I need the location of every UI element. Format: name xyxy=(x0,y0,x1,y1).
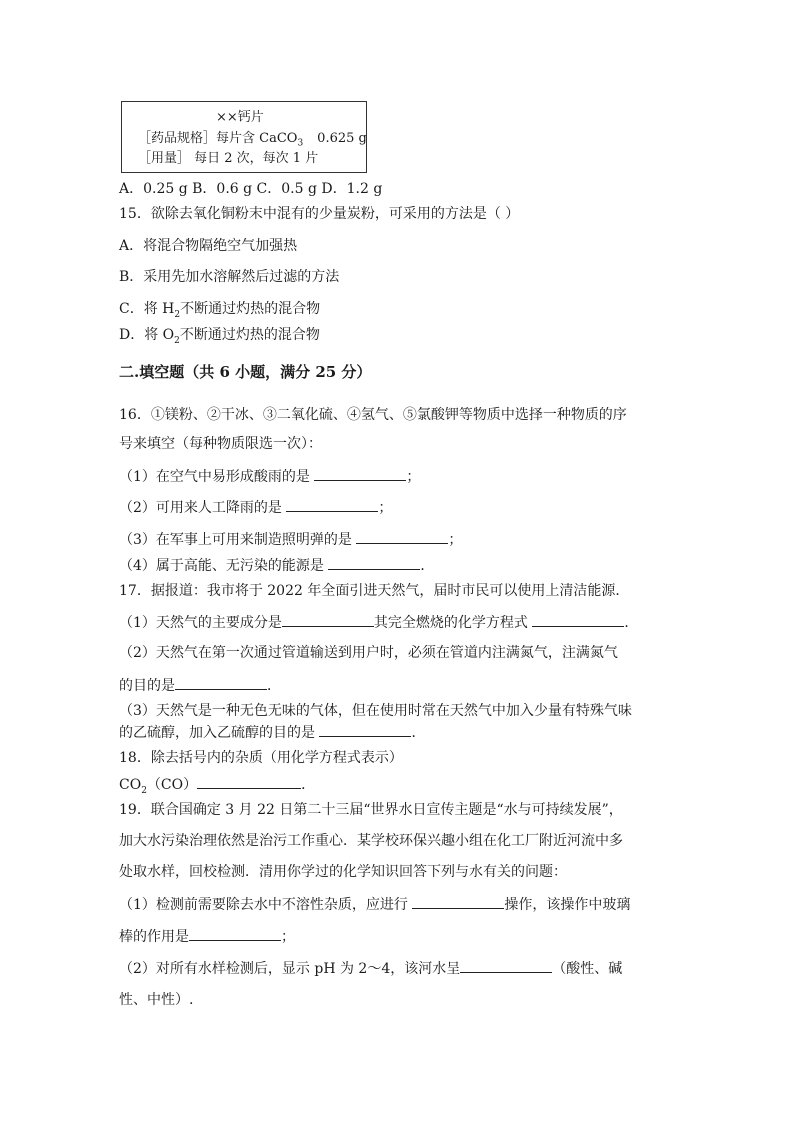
q17-stem: 17．据报道：我市将于 2022 年全面引进天然气，届时市民可以使用上清洁能源． xyxy=(119,583,630,599)
q17-part-3b xyxy=(119,722,425,743)
q17-p1-end: ． xyxy=(624,615,639,631)
q15-d-sub: 2 xyxy=(174,335,180,346)
q16-p1-text: （1）在空气中易形成酸雨的是 xyxy=(119,469,310,485)
q17-p3b: 的乙硫醇，加入乙硫醇的目的是 xyxy=(119,725,315,741)
q19-p1a: （1）检测前需要除去水中不溶性杂质，应进行 xyxy=(119,897,408,913)
q19-stem-1: 19．联合国确定 3 月 22 日第二十三届“世界水日宣传主题是“水与可持续发展”， xyxy=(119,802,623,818)
answer-blank[interactable] xyxy=(286,497,378,512)
q19-part-1a xyxy=(119,894,630,915)
label-spec-text: ［药品规格］每片含 CaCO xyxy=(138,131,298,146)
q15-c-sub: 2 xyxy=(174,309,181,320)
q17-part-3a: （3）天然气是一种无色无味的气体，但在使用时常在天然气中加入少量有特殊气味 xyxy=(119,703,632,719)
q15-stem: 15．欲除去氧化铜粉末中混有的少量炭粉，可采用的方法是（ ） xyxy=(119,206,520,222)
q19-p1c: 棒的作用是 xyxy=(119,929,189,945)
q17-part-2b xyxy=(119,675,281,696)
q18-answer-line xyxy=(119,774,315,795)
q17-p2-end: ． xyxy=(267,678,281,694)
q16-part-1 xyxy=(119,466,420,487)
answer-blank[interactable] xyxy=(328,555,420,570)
answer-blank[interactable] xyxy=(532,612,624,627)
answer-blank[interactable] xyxy=(356,529,448,544)
answer-blank[interactable] xyxy=(282,612,374,627)
q16-p3-text: （3）在军事上可用来制造照明弹的是 xyxy=(119,532,352,548)
answer-blank[interactable] xyxy=(314,466,406,481)
q16-p3-end: ； xyxy=(448,532,463,548)
q17-p1a: （1）天然气的主要成分是 xyxy=(119,615,282,631)
q15-c-post: 不断通过灼热的混合物 xyxy=(180,301,321,317)
q18-co2-sub: 2 xyxy=(141,785,147,796)
q15-option-d xyxy=(119,325,320,345)
section2-title: 二.填空题（共 6 小题，满分 25 分） xyxy=(119,363,372,381)
q16-part-4 xyxy=(119,555,434,576)
q17-part-1 xyxy=(119,612,638,633)
q15-d-post: 不断通过灼热的混合物 xyxy=(179,327,320,343)
q16-p4-text: （4）属于高能、无污染的能源是 xyxy=(119,558,324,574)
q15-option-b: B．采用先加水溶解然后过滤的方法 xyxy=(119,269,340,285)
label-dosage: ［用量］ 每日 2 次，每次 1 片 xyxy=(138,151,319,166)
q19-part-2a xyxy=(119,958,622,979)
q17-p1b: 其完全燃烧的化学方程式 xyxy=(373,615,528,631)
q19-p2a: （2）对所有水样检测后，显示 pH 为 2～4，该河水呈 xyxy=(119,961,461,977)
q15-c-pre: C．将 H xyxy=(119,301,175,317)
q16-p1-end: ； xyxy=(406,469,421,485)
q16-stem-1: 16．①镁粉、②干冰、③二氧化硫、④氢气、⑤氯酸钾等物质中选择一种物质的序 xyxy=(119,407,627,423)
q16-stem-2: 号来填空（每种物质限选一次）： xyxy=(119,436,322,452)
q16-p2-text: （2）可用来人工降雨的是 xyxy=(119,500,282,516)
q19-part-1b xyxy=(119,926,295,947)
label-spec-sub: 3 xyxy=(297,138,304,149)
q17-p3-end: ． xyxy=(411,725,426,741)
q19-p1b: 操作，该操作中玻璃 xyxy=(504,897,631,913)
q15-d-pre: D．将 O xyxy=(119,327,175,343)
q14-options: A．0.25 g B．0.6 g C．0.5 g D．1.2 g xyxy=(119,181,383,197)
q19-p1-end: ； xyxy=(281,929,295,945)
product-label-box xyxy=(121,101,367,173)
q16-part-3 xyxy=(119,529,462,550)
q17-part-2a: （2）天然气在第一次通过管道输送到用户时，必须在管道内注满氮气，注满氮气 xyxy=(119,645,618,661)
answer-blank[interactable] xyxy=(189,926,281,941)
q17-p2b: 的目的是 xyxy=(119,678,175,694)
q18-co: （CO） xyxy=(146,777,198,793)
q18-co2: CO xyxy=(119,777,142,793)
label-spec xyxy=(138,130,367,148)
q18-end: ． xyxy=(301,777,316,793)
q15-option-a: A．将混合物隔绝空气加强热 xyxy=(119,238,298,254)
q18-stem: 18．除去括号内的杂质（用化学方程式表示） xyxy=(119,750,403,766)
answer-blank[interactable] xyxy=(412,894,504,909)
q16-p4-end: ． xyxy=(420,558,435,574)
q16-part-2 xyxy=(119,497,392,518)
q16-p2-end: ； xyxy=(378,500,393,516)
q19-part-2b: 性、中性）. xyxy=(119,992,194,1008)
label-title: ××钙片 xyxy=(216,110,264,125)
answer-blank[interactable] xyxy=(319,722,411,737)
answer-blank[interactable] xyxy=(175,675,267,690)
q19-stem-2: 加大水污染治理依然是治污工作重心．某学校环保兴趣小组在化工厂附近河流中多 xyxy=(119,833,623,849)
label-spec-value: 0.625 g xyxy=(317,131,367,146)
q15-option-c xyxy=(119,299,320,319)
answer-blank[interactable] xyxy=(460,958,552,973)
answer-blank[interactable] xyxy=(197,774,301,789)
q19-p2b: （酸性、碱 xyxy=(552,961,623,977)
q19-stem-3: 处取水样，回校检测．清用你学过的化学知识回答下列与水有关的问题： xyxy=(119,864,567,880)
